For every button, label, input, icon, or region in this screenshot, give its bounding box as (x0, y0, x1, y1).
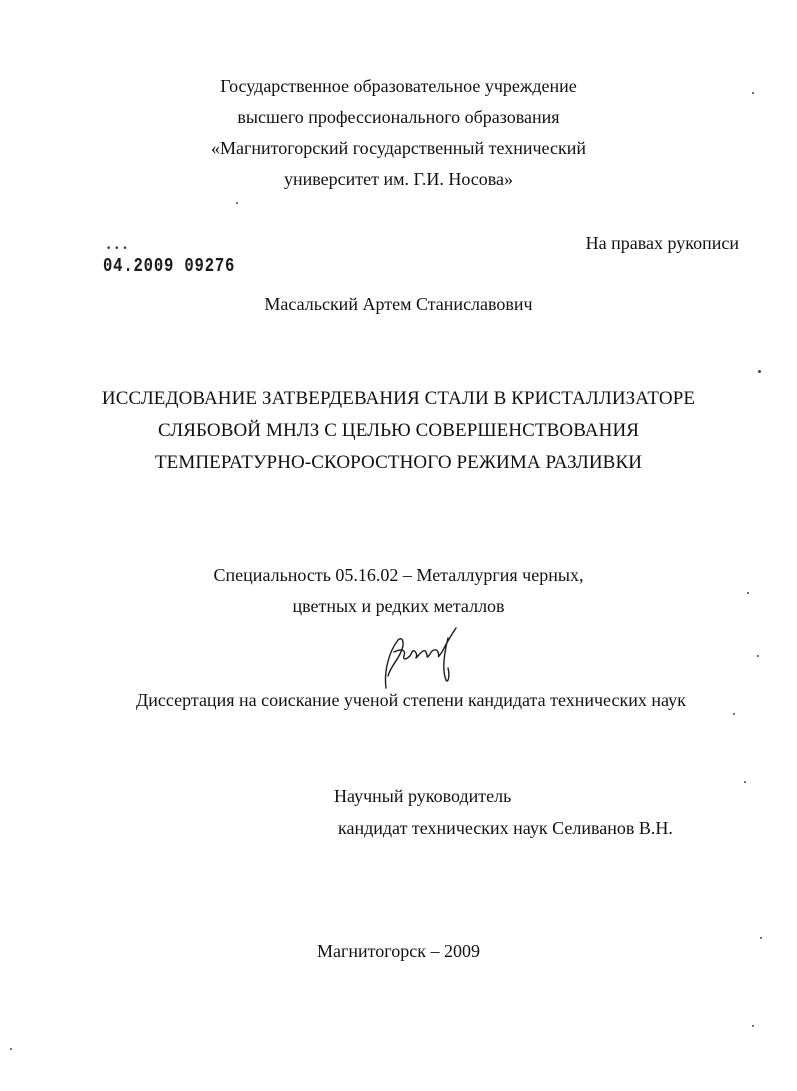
scan-speck (757, 655, 759, 657)
scan-speck (744, 781, 746, 783)
place-and-year: Магнитогорск – 2009 (317, 941, 480, 961)
scan-speck (758, 370, 761, 373)
institution-line-2: высшего профессионального образования (237, 107, 560, 127)
dissertation-statement: Диссертация на соискание ученой степени кандидата технических наук (136, 690, 686, 710)
author-name: Масальский Артем Станиславович (264, 294, 533, 314)
scan-speck (760, 937, 762, 939)
supervisor-label: Научный руководитель (334, 786, 512, 806)
scan-speck (752, 1025, 754, 1027)
scan-speck (236, 202, 238, 204)
scan-speck (10, 1048, 12, 1050)
specialty-line-1: Специальность 05.16.02 – Металлургия черных, (213, 565, 584, 585)
scan-speck (747, 592, 749, 594)
scan-speck (733, 713, 735, 715)
specialty-line-2: цветных и редких металлов (292, 596, 505, 616)
supervisor-name: кандидат технических наук Селиванов В.Н. (338, 818, 673, 838)
catalog-dots: • • • (106, 244, 128, 254)
title-line-1: ИССЛЕДОВАНИЕ ЗАТВЕРДЕВАНИЯ СТАЛИ В КРИСТАЛЛИЗАТОРЕ (101, 388, 696, 409)
scan-speck (752, 92, 754, 94)
institution-line-3: «Магнитогорский государственный технический (211, 138, 586, 158)
catalog-number: 04.2009 09276 (103, 255, 236, 277)
manuscript-note: На правах рукописи (585, 233, 739, 253)
title-line-2: СЛЯБОВОЙ МНЛЗ С ЦЕЛЬЮ СОВЕРШЕНСТВОВАНИЯ (157, 420, 640, 441)
institution-line-4: университет им. Г.И. Носова» (283, 169, 514, 189)
institution-line-1: Государственное образовательное учреждение (220, 76, 577, 96)
title-line-3: ТЕМПЕРАТУРНО-СКОРОСТНОГО РЕЖИМА РАЗЛИВКИ (154, 452, 643, 473)
signature-image (376, 618, 466, 698)
